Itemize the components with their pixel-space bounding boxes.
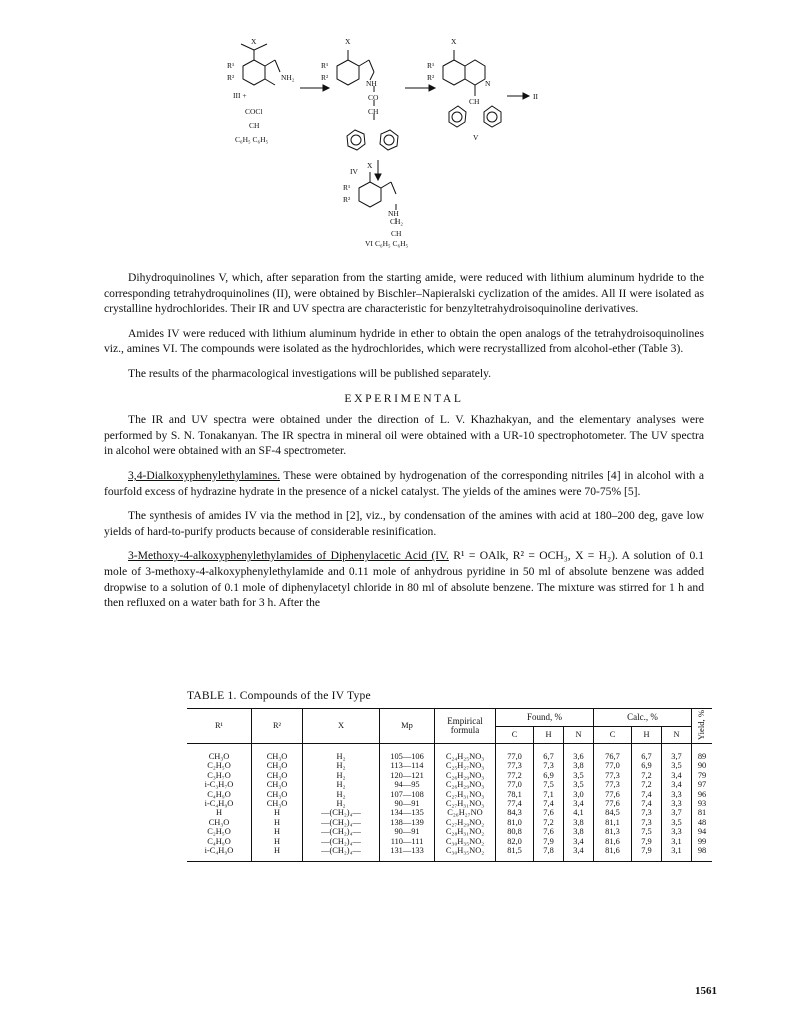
- table-cell: H₂: [303, 790, 380, 799]
- table-cell: 78,1: [496, 790, 534, 799]
- table-cell: 3,7: [661, 744, 691, 762]
- table-cell: 98: [692, 846, 713, 862]
- table-cell: 6,9: [534, 771, 564, 780]
- scheme-compound-ii-label: II: [533, 92, 538, 101]
- table-cell: C₃₀H₃₅NO₂: [435, 837, 496, 846]
- table-cell: 3,5: [564, 771, 594, 780]
- reaction-scheme: [205, 28, 585, 248]
- table-cell: CH₃O: [252, 790, 303, 799]
- scheme-r1-label: R¹: [227, 61, 235, 70]
- table-cell: 3,3: [661, 827, 691, 836]
- table-cell: 3,4: [661, 771, 691, 780]
- table-cell: C₂H₅O: [207, 827, 231, 837]
- table-cell: 81,6: [593, 846, 631, 862]
- table-cell: 81,3: [593, 827, 631, 836]
- table-body: [187, 744, 712, 862]
- scheme-nh-label: NH: [366, 79, 377, 88]
- scheme-n-label: N: [485, 79, 491, 88]
- table-cell: 77,0: [496, 744, 534, 762]
- table-cell: H: [252, 818, 303, 827]
- table-row: [187, 744, 712, 762]
- table-cell: H: [252, 846, 303, 862]
- table-cell: H₂: [303, 761, 380, 770]
- table-cell: 82,0: [496, 837, 534, 846]
- table-cell: 3,5: [564, 780, 594, 789]
- table-cell: CH₃O: [252, 799, 303, 808]
- table-cell: C₃₀H₃₅NO₂: [435, 846, 496, 862]
- table-cell: 77,0: [496, 780, 534, 789]
- table-cell: C₄H₉O: [207, 836, 231, 846]
- scheme-iii-plus: III +: [233, 91, 247, 100]
- subheader-h: H: [534, 726, 564, 744]
- table-cell: 7,6: [534, 827, 564, 836]
- table-cell: H: [252, 827, 303, 836]
- table-cell: 113—114: [380, 761, 435, 770]
- table-title: TABLE 1. Compounds of the IV Type: [187, 689, 371, 702]
- scheme-r2-label: R²: [227, 73, 235, 82]
- table-cell: i-C₄H₉O: [204, 799, 234, 809]
- scheme-x-label: X: [345, 37, 351, 46]
- table-cell: 89: [692, 744, 713, 762]
- reaction-scheme-drawing: [205, 28, 585, 248]
- table-cell: 48: [692, 818, 713, 827]
- table-cell: 77,2: [496, 771, 534, 780]
- table-cell: 3,8: [564, 818, 594, 827]
- table-cell: 6,7: [534, 744, 564, 762]
- table-cell: 81,6: [593, 837, 631, 846]
- table-cell: 7,6: [534, 808, 564, 817]
- table-cell: 7,4: [632, 790, 662, 799]
- scheme-r2-label: R²: [321, 73, 329, 82]
- table-cell: C₂₈H₃₁NO₂: [435, 827, 496, 836]
- table-cell: 110—111: [380, 837, 435, 846]
- table-cell: 7,1: [534, 790, 564, 799]
- table-cell: —(CH₂)₄—: [303, 846, 380, 862]
- scheme-ch2-label: CH₂: [390, 217, 404, 226]
- table-cell: 3,3: [661, 799, 691, 808]
- table-cell: 3,4: [564, 837, 594, 846]
- table-cell: 138—139: [380, 818, 435, 827]
- table-cell: 84,3: [496, 808, 534, 817]
- table-cell: —(CH₂)₄—: [303, 827, 380, 836]
- paragraph: Dihydroquinolines V, which, after separation from the starting amide, were reduced with lithium aluminum hydride to the corresponding tetrahydroquinolines (II), were obtained by Bischler–Napieralski cyclization of the amides. All II were isolated as crystalline hydrochlorides. Their IR and UV spectra are characteristic for benzyltetrahydroisoquinoline derivatives.: [104, 271, 704, 316]
- table-cell: CH₃O: [252, 744, 303, 762]
- table-cell: C₄H₉O: [207, 789, 231, 799]
- table-cell: 4,1: [564, 808, 594, 817]
- subheader-c: C: [593, 726, 631, 744]
- article-body: [104, 270, 704, 620]
- table-cell: 94—95: [380, 780, 435, 789]
- table-row: [187, 761, 712, 770]
- table-cell: 107—108: [380, 790, 435, 799]
- table-cell: 3,6: [564, 744, 594, 762]
- table-cell: i-C₃H₇O: [204, 780, 234, 790]
- paragraph-text: R¹ = OAlk, R² = OCH₃, X = H₂). A solution of 0.1 mole of 3-methoxy-4-alkoxyphenylethylamide and 0.11 mole of anhydrous pyridine in 50 ml of absolute benzene was added dropwise to a solution of 0.1 mole of diphenylacetyl chloride in 80 ml of absolute benzene. The mixture was stirred for 1 h and then refluxed on a water bath for 3 h. After the: [104, 549, 704, 610]
- table-cell: 77,6: [593, 799, 631, 808]
- table-cell: 7,5: [632, 827, 662, 836]
- table-1: [187, 689, 712, 862]
- table-cell: 134—135: [380, 808, 435, 817]
- table-cell: 131—133: [380, 846, 435, 862]
- table-cell: 77,0: [593, 761, 631, 770]
- table-cell: 90—91: [380, 827, 435, 836]
- table-cell: —(CH₂)₄—: [303, 837, 380, 846]
- table-cell: 3,5: [661, 818, 691, 827]
- scheme-x-label: X: [451, 37, 457, 46]
- table-cell: 3,8: [564, 761, 594, 770]
- scheme-x-label: X: [367, 161, 373, 170]
- table-cell: 120—121: [380, 771, 435, 780]
- table-row: [187, 799, 712, 808]
- table-cell: 96: [692, 790, 713, 799]
- scheme-c6h5-pair: C₆H₅ C₆H₅: [235, 135, 269, 144]
- table-cell: 3,1: [661, 837, 691, 846]
- table-cell: CH₃O: [208, 752, 230, 761]
- scheme-r2-label: R²: [427, 73, 435, 82]
- table-cell: 6,9: [632, 761, 662, 770]
- table-cell: 79: [692, 771, 713, 780]
- table-cell: 3,5: [661, 761, 691, 770]
- scheme-r1-label: R¹: [321, 61, 329, 70]
- table-cell: 99: [692, 837, 713, 846]
- table-cell: 3,4: [661, 780, 691, 789]
- column-header-mp: Mp: [380, 709, 435, 744]
- table-cell: H₂: [303, 771, 380, 780]
- table-cell: —(CH₂)₄—: [303, 818, 380, 827]
- table-cell: 81,0: [496, 818, 534, 827]
- table-cell: 90—91: [380, 799, 435, 808]
- scheme-ch-label: CH: [249, 121, 260, 130]
- table-row: [187, 827, 712, 836]
- table-cell: 80,8: [496, 827, 534, 836]
- paragraph: The IR and UV spectra were obtained under the direction of L. V. Khazhakyan, and the elementary analyses were performed by S. N. Tonakanyan. The IR spectra in mineral oil were obtained with a UR-10 spectrophotometer. The UV spectra in alcohol were obtained with an SF-4 spectrometer.: [104, 413, 704, 458]
- scheme-ch-label: CH: [368, 107, 379, 116]
- subheader-c: C: [496, 726, 534, 744]
- run-in-title: 3,4-Dialkoxyphenylethylamines.: [128, 468, 280, 482]
- table-cell: 77,3: [593, 780, 631, 789]
- scheme-cocl-label: COCl: [245, 107, 263, 116]
- yield-label: Yield, %: [696, 709, 707, 740]
- table-row: [187, 818, 712, 827]
- table-cell: CH₃O: [252, 761, 303, 770]
- table-cell: C₂H₅O: [207, 761, 231, 771]
- table-row: [187, 780, 712, 789]
- table-cell: 7,4: [534, 799, 564, 808]
- scheme-compound-vi-label: VI: [365, 239, 373, 248]
- paragraph-dialkoxy: [104, 468, 704, 499]
- column-header-x: X: [303, 709, 380, 744]
- table-cell: i-C₄H₉O: [187, 846, 252, 862]
- table-cell: 7,3: [632, 808, 662, 817]
- scheme-r1-label: R¹: [427, 61, 435, 70]
- table-cell: 105—106: [380, 744, 435, 762]
- table-cell: C₂₆H₂₇NO: [435, 808, 496, 817]
- table-cell: 3,3: [661, 790, 691, 799]
- table-cell: 77,6: [593, 790, 631, 799]
- table-cell: —(CH₂)₄—: [303, 808, 380, 817]
- subheader-n: N: [564, 726, 594, 744]
- table-cell: C₂₇H₃₁NO₃: [435, 799, 496, 808]
- run-in-title: 3-Methoxy-4-alkoxyphenylethylamides of Diphenylacetic Acid (IV.: [128, 549, 449, 563]
- table-cell: 93: [692, 799, 713, 808]
- column-header-r2: R²: [252, 709, 303, 744]
- data-table: [187, 708, 712, 862]
- subheader-h: H: [632, 726, 662, 744]
- table-cell: 3,8: [564, 827, 594, 836]
- table-cell: 3,4: [564, 799, 594, 808]
- table-cell: 77,4: [496, 799, 534, 808]
- scheme-r1-label: R¹: [343, 183, 351, 192]
- column-header-r1: R¹: [187, 709, 252, 744]
- table-cell: 81,5: [496, 846, 534, 862]
- paragraph-text: These were obtained by hydrogenation of the corresponding nitriles [4] in alcohol with a fourfold excess of hydrazine hydrate in the presence of a nickel catalyst. The yields of the amines were 70-75% [5].: [104, 468, 704, 498]
- scheme-c6h5-pair: C₆H₅ C₆H₅: [375, 239, 409, 248]
- table-cell: 3,7: [661, 808, 691, 817]
- table-row: [187, 790, 712, 799]
- table-cell: 3,4: [564, 846, 594, 862]
- scheme-compound-iv-label: IV: [350, 167, 358, 176]
- table-cell: 97: [692, 780, 713, 789]
- table-cell: 7,3: [534, 761, 564, 770]
- table-cell: 77,3: [593, 771, 631, 780]
- scheme-co-label: CO: [368, 93, 379, 102]
- table-cell: 3,0: [564, 790, 594, 799]
- column-header-found: Found, %: [496, 709, 594, 727]
- table-cell: C₂₅H₂₇NO₃: [435, 761, 496, 770]
- scheme-r2-label: R²: [343, 195, 351, 204]
- table-cell: CH₃O: [252, 771, 303, 780]
- table-cell: 81: [692, 808, 713, 817]
- paragraph-methoxy: [104, 548, 704, 610]
- scheme-nh2-label: NH₂: [281, 73, 295, 82]
- table-cell: 7,2: [632, 780, 662, 789]
- table-cell: 7,9: [632, 846, 662, 862]
- table-row: [187, 771, 712, 780]
- table-cell: H₂: [303, 799, 380, 808]
- column-header-formula: Empirical formula: [435, 709, 496, 744]
- table-cell: C₃H₇O: [207, 770, 231, 780]
- table-cell: CH₃O: [208, 817, 230, 827]
- table-cell: H₂: [303, 780, 380, 789]
- paragraph: Amides IV were reduced with lithium aluminum hydride in ether to obtain the open analogs of the tetrahydroisoquinolines viz., amines VI. The compounds were isolated as the hydrochlorides, which were recrystallized from alcohol-ether (Table 3).: [104, 326, 704, 356]
- page-number: 1561: [695, 985, 717, 997]
- subheader-n: N: [661, 726, 691, 744]
- table-row: [187, 837, 712, 846]
- table-cell: 90: [692, 761, 713, 770]
- scheme-ch-label: CH: [391, 229, 402, 238]
- scheme-x-label: X: [251, 37, 257, 46]
- table-cell: 77,3: [496, 761, 534, 770]
- table-cell: H: [252, 837, 303, 846]
- table-cell: H: [215, 808, 223, 818]
- table-cell: 7,2: [632, 771, 662, 780]
- table-cell: 7,9: [534, 837, 564, 846]
- column-header-yield: [692, 709, 713, 744]
- scheme-ch-label: CH: [469, 97, 480, 106]
- scheme-compound-v-label: V: [473, 133, 479, 142]
- table-row: [187, 808, 712, 817]
- table-cell: CH₃O: [252, 780, 303, 789]
- table-cell: H₂: [303, 744, 380, 762]
- table-cell: C₂₆H₂₉NO₃: [435, 771, 496, 780]
- table-cell: 81,1: [593, 818, 631, 827]
- paragraph: The results of the pharmacological investigations will be published separately.: [128, 366, 492, 380]
- table-cell: 76,7: [593, 744, 631, 762]
- table-cell: 7,8: [534, 846, 564, 862]
- table-cell: 7,4: [632, 799, 662, 808]
- table-cell: 7,5: [534, 780, 564, 789]
- scheme-nh-label: NH: [388, 209, 399, 218]
- table-cell: 94: [692, 827, 713, 836]
- table-cell: C₂₇H₂₉NO₂: [435, 818, 496, 827]
- table-cell: 7,2: [534, 818, 564, 827]
- table-cell: C₂₆H₂₉NO₃: [435, 780, 496, 789]
- table-row: [187, 846, 712, 862]
- table-cell: 6,7: [632, 744, 662, 762]
- table-cell: C₂₄H₂₅NO₃: [435, 744, 496, 762]
- table-cell: 7,9: [632, 837, 662, 846]
- table-cell: 84,5: [593, 808, 631, 817]
- section-heading-experimental: EXPERIMENTAL: [344, 391, 464, 405]
- paragraph: The synthesis of amides IV via the method in [2], viz., by condensation of the amines with acid at 180–200 deg, gave low yields of hard-to-purify products because of considerable resinification.: [104, 509, 704, 538]
- column-header-calc: Calc., %: [593, 709, 691, 727]
- table-cell: 7,3: [632, 818, 662, 827]
- table-cell: 3,1: [661, 846, 691, 862]
- table-cell: C₂₇H₃₁NO₃: [435, 790, 496, 799]
- table-cell: H: [252, 808, 303, 817]
